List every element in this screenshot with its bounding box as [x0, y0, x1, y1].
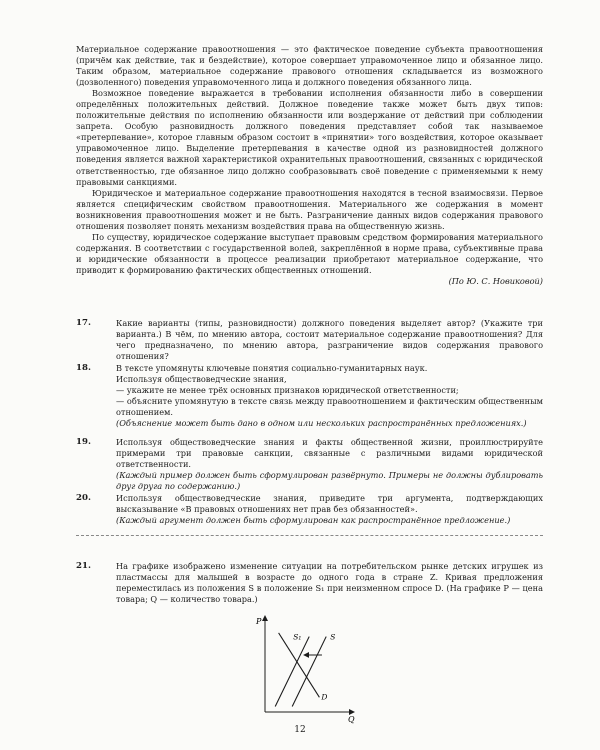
curve-label-s: S	[330, 632, 336, 642]
task-note: (Объяснение может быть дано в одном или нескольких распространённых предложениях.)	[116, 418, 527, 429]
task-line: В тексте упомянуты ключевые понятия социально-гуманитарных наук.	[116, 363, 428, 373]
task-20	[76, 493, 543, 526]
task-number: 21.	[76, 561, 91, 571]
task-text: Используя обществоведческие знания и факты общественной жизни, проиллюстрируйте примерами три правовые санкции, связанные с различными видами юридической ответственности.	[116, 437, 543, 470]
passage-paragraph: По существу, юридическое содержание выступает правовым средством формирования материального содержания. В соответствии с государственной волей, закреплённой в норме права, субъективные права и юридические обязанности в процессе реализации приобретают материальное содержание, что приводит к формированию фактических общественных отношений.	[76, 231, 543, 275]
task-note: (Каждый пример должен быть сформулирован развёрнуто. Примеры не должны дублировать друг друга по содержанию.)	[116, 470, 543, 492]
task-number: 20.	[76, 493, 91, 503]
passage-source: (По Ю. С. Новиковой)	[448, 275, 543, 286]
passage-paragraph: Юридическое и материальное содержание правоотношения находятся в тесной взаимосвязи. Первое является специфическим свойством правоотношения. Материального же содержания в момент возникновения правоотношения может и не быть. Разграничение данных видов содержания правового отношения позволяет понять механизм воздействия права на общественную жизнь.	[76, 187, 543, 231]
supply-demand-chart	[250, 612, 360, 724]
x-axis-label: Q	[348, 715, 355, 724]
task-17	[76, 318, 543, 362]
task-text: Какие варианты (типы, разновидности) должного поведения выделяет автор? (Укажите три варианта.) В чём, по мнению автора, состоит материальное содержание правоотношения? Для чего предназначено, по мнению автора, разграничение видов содержания правового отношения?	[116, 318, 543, 362]
task-number: 17.	[76, 318, 91, 328]
page-number: 12	[294, 725, 306, 735]
curve-s1	[275, 637, 309, 707]
task-line: — объясните упомянутую в тексте связь между правоотношением и фактическим общественным отношением.	[116, 396, 543, 418]
passage-paragraph: Возможное поведение выражается в требовании исполнения обязанности либо в совершении определённых положительных действий. Должное поведение также может быть двух типов: положительные действия по исполнению обязанности или воздержание от действий при соблюдении запрета. Особую разновидность должного поведения представляет собой так называемое «претерпевание», которое главным образом состоит в «принятии» того воздействия, которое оказывает управомоченное лицо. Выделение претерпевания в качестве одной из разновидностей должного поведения является важной характеристикой охранительных правоотношений, связанных с юридической ответственностью, где обязанное лицо должно сообразовывать своё поведение с применяемыми к нему правовыми санкциями.	[76, 88, 543, 187]
passage	[76, 44, 543, 287]
y-axis-label: P	[256, 617, 262, 626]
section-divider	[76, 535, 543, 536]
task-text: Используя обществоведческие знания, приведите три аргумента, подтверждающих высказывание «В правовых отношениях нет прав без обязанностей».	[116, 493, 543, 515]
task-note: (Каждый аргумент должен быть сформулирован как распространённое предложение.)	[116, 515, 511, 526]
task-text: На графике изображено изменение ситуации на потребительском рынке детских игрушек из пластмассы для малышей в возрасте до одного года в стране Z. Кривая предложения переместилась из положения S в положение S₁ при неизменном спросе D. (На графике P — цена товара; Q — количество товара.)	[116, 561, 543, 605]
task-21	[76, 561, 543, 605]
task-18	[76, 363, 543, 429]
task-19	[76, 437, 543, 492]
passage-paragraph: Материальное содержание правоотношения — это фактическое поведение субъекта правоотношения (причём как действие, так и бездействие), которое совершает управомоченное лицо и обязанное лицо. Таким образом, материальное содержание правового отношения складывается из возможного (дозволенного) поведения управомоченного лица и должного поведения обязанного лица.	[76, 44, 543, 88]
task-line: Используя обществоведческие знания,	[116, 374, 287, 385]
task-number: 19.	[76, 437, 91, 447]
curve-label-s1: S₁	[293, 632, 302, 642]
task-line: — укажите не менее трёх основных признаков юридической ответственности;	[116, 385, 459, 396]
task-number: 18.	[76, 363, 91, 373]
curve-label-d: D	[321, 692, 328, 702]
